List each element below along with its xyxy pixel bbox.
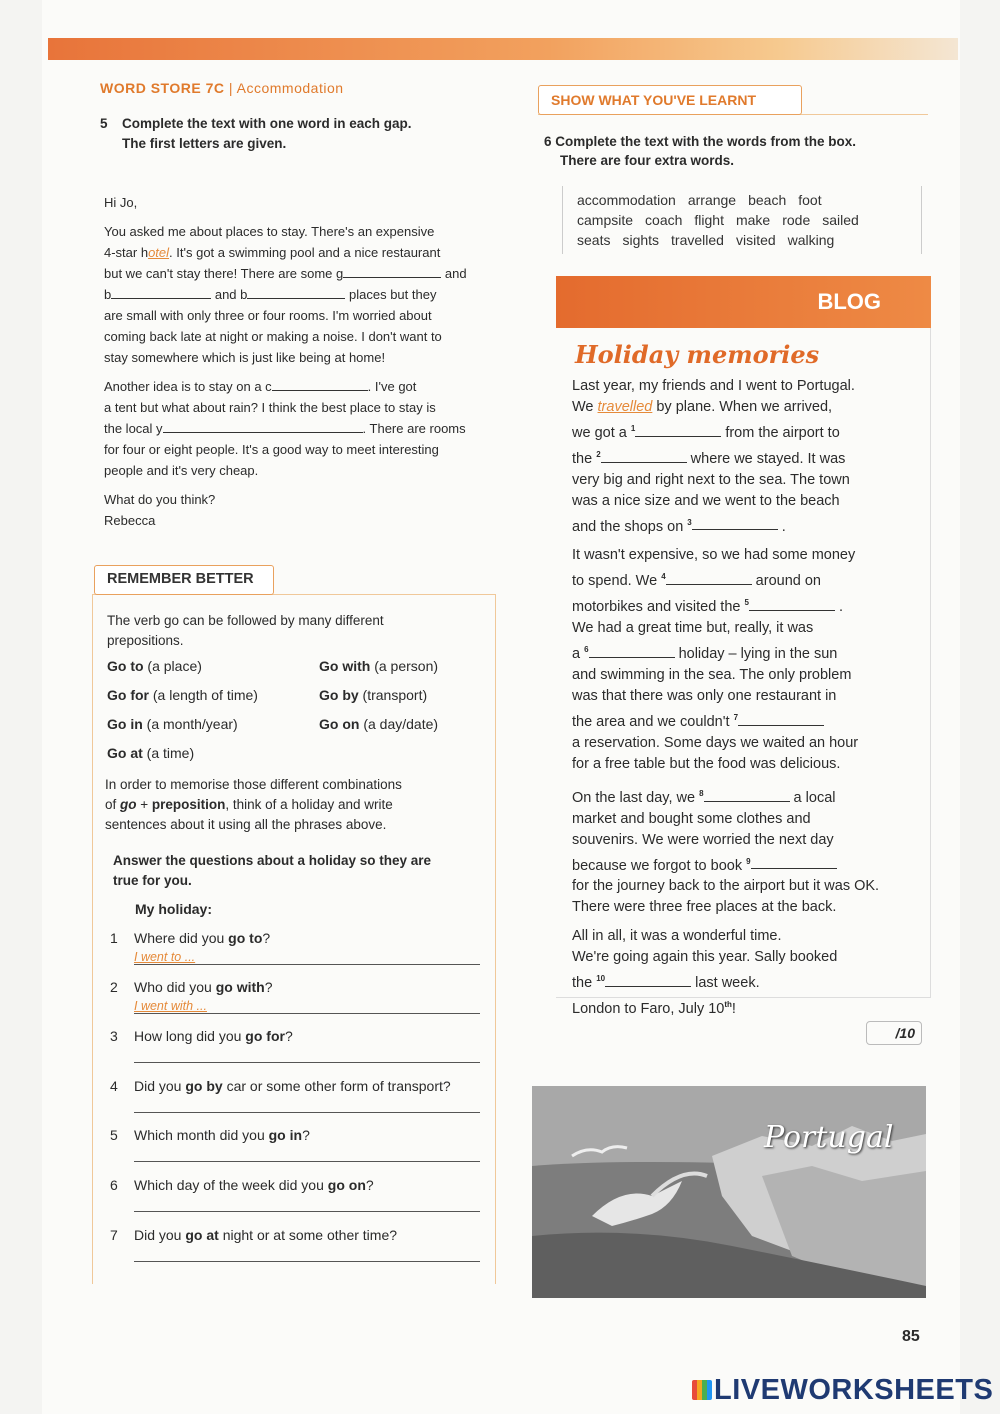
question-7: 7 Did you go at night or at some other time? (110, 1227, 480, 1243)
gap-2[interactable] (601, 449, 687, 463)
answer-line[interactable] (134, 1161, 480, 1162)
liveworksheets-icon (692, 1380, 712, 1400)
gap-5[interactable] (749, 597, 835, 611)
word-item: rode (782, 212, 811, 228)
page-number: 85 (902, 1328, 920, 1345)
word-box (562, 186, 922, 254)
blog-paragraph-1: Last year, my friends and I went to Portugal. We travelled by plane. When we arrived, we got a $^1$ from the airport to the $^2$ where we stayed. It was very big and right next to the sea. The town was a nice size and we went to the beach and the shops on $^3$ . (572, 378, 855, 535)
word-item: accommodation (577, 192, 676, 208)
prep-row: Go at (a time) (107, 745, 195, 761)
blog-title: Holiday memories (575, 340, 820, 369)
blog-text (572, 376, 912, 1028)
gap-3[interactable] (692, 516, 778, 530)
question-5: 5 Which month did you go in? (110, 1127, 480, 1143)
word-item: coach (645, 212, 683, 228)
answer-line[interactable] (134, 1261, 480, 1262)
gap-6[interactable] (589, 644, 675, 658)
word-item: foot (798, 192, 822, 208)
question-4: 4 Did you go by car or some other form of transport? (110, 1078, 480, 1094)
answer-line[interactable] (134, 1211, 480, 1212)
question-3: 3 How long did you go for? (110, 1028, 480, 1044)
gap-10[interactable] (605, 973, 691, 987)
word-item: flight (694, 212, 724, 228)
letter-paragraph-1: You asked me about places to stay. There's an expensive 4-star hotel. It's got a swimming pool and a nice restaurant but we can't stay there! There are some g and b and b places but they are small with only three or four rooms. I'm worried about coming back late at night or making a noise. I don't want to stay somewhere which is just like being at home! (104, 224, 467, 365)
gap-1[interactable] (635, 423, 721, 437)
word-store-heading: WORD STORE 7C | Accommodation (100, 80, 344, 96)
answer-travelled[interactable]: travelled (597, 399, 653, 415)
question-2: 2 Who did you go with? I went with ... (110, 979, 480, 995)
question-1: 1 Where did you go to? I went to ... (110, 930, 480, 946)
answer-line[interactable] (134, 1112, 480, 1113)
gap-b1[interactable] (111, 285, 211, 299)
gap-c[interactable] (272, 377, 368, 391)
prep-row: Go for (a length of time) Go by (transport) (107, 687, 428, 703)
memorise-tip: In order to memorise those different combinations of go + preposition, think of a holiday and write sentences about it using all the phrases above. (105, 777, 402, 832)
my-holiday-heading: My holiday: (135, 901, 213, 917)
blog-paragraph-2: It wasn't expensive, so we had some money to spend. We $^4$ around on motorbikes and visited the $^5$ . We had a great time but, really, it was a $^6$ holiday – lying in the sun and swimming in the sea. The only problem was that there was only one restaurant in the area and we couldn't $^7$ a reservation. Some days we waited an hour for a free table but the food was delicious. (572, 547, 859, 772)
word-item: beach (748, 192, 787, 208)
answer-line[interactable] (134, 964, 480, 965)
gap-y[interactable] (163, 419, 363, 433)
gap-8[interactable] (704, 788, 790, 802)
letter-paragraph-2: Another idea is to stay on a c . I've got a tent but what about rain? I think the best place to stay is the local y . There are rooms for four or eight people. It's a good way to meet interesting people and it's very cheap. (104, 379, 466, 478)
preposition-grid (107, 658, 487, 774)
word-item: arrange (687, 192, 737, 208)
score-box: /10 (866, 1021, 922, 1045)
letter-greeting: Hi Jo, (104, 195, 138, 210)
blog-paragraph-3: On the last day, we $^8$ a local market and bought some clothes and souvenirs. We were worried the next day because we forgot to book $^9$ for the journey back to the airport but it was OK. There were three free places at the back. (572, 788, 880, 916)
answer-line[interactable] (134, 1013, 480, 1014)
word-item: sailed (822, 212, 859, 228)
blog-paragraph-4: All in all, it was a wonderful time. We're going again this year. Sally booked the $^{10}$ last week. London to Faro, July 10th! (572, 928, 838, 1018)
word-item: make (735, 212, 771, 228)
word-item: walking (787, 232, 835, 248)
liveworksheets-logo: LIVEWORKSHEETS (692, 1374, 993, 1407)
answer-hint: I went with ... (134, 999, 207, 1013)
exercise-6-instructions: 6 Complete the text with the words from the box. There are four extra words. (544, 134, 857, 168)
header-bar (48, 38, 958, 60)
prep-row: Go in (a month/year) Go on (a day/date) (107, 716, 439, 732)
remember-intro: The verb go can be followed by many different prepositions. (107, 613, 384, 648)
letter-text (104, 192, 494, 531)
answer-line[interactable] (134, 1062, 480, 1063)
word-item: visited (735, 232, 776, 248)
gap-g[interactable] (343, 264, 441, 278)
blog-banner: BLOG (556, 276, 931, 328)
coast-seagull-image (532, 1086, 926, 1298)
word-item: campsite (577, 212, 634, 228)
word-item: sights (622, 232, 660, 248)
exercise-5-instructions: 5 Complete the text with one word in each gap. The first letters are given. (100, 116, 412, 151)
gap-b2[interactable] (247, 285, 345, 299)
answer-hint: I went to ... (134, 950, 196, 964)
photo-caption: Portugal (764, 1120, 894, 1155)
portugal-photo (532, 1086, 926, 1298)
gap-9[interactable] (751, 855, 837, 869)
show-what-youve-learnt-heading: SHOW WHAT YOU'VE LEARNT (538, 85, 802, 115)
gap-4[interactable] (666, 571, 752, 585)
remember-better-heading: REMEMBER BETTER (94, 565, 274, 595)
letter-closing: What do you think? Rebecca (104, 492, 216, 528)
answer-hotel[interactable]: otel (148, 245, 170, 260)
question-6: 6 Which day of the week did you go on? (110, 1177, 480, 1193)
word-item: travelled (671, 232, 724, 248)
prep-row: Go to (a place) Go with (a person) (107, 658, 439, 674)
answer-instructions: Answer the questions about a holiday so they are true for you. (113, 853, 432, 888)
gap-7[interactable] (738, 712, 824, 726)
word-item: seats (577, 232, 611, 248)
